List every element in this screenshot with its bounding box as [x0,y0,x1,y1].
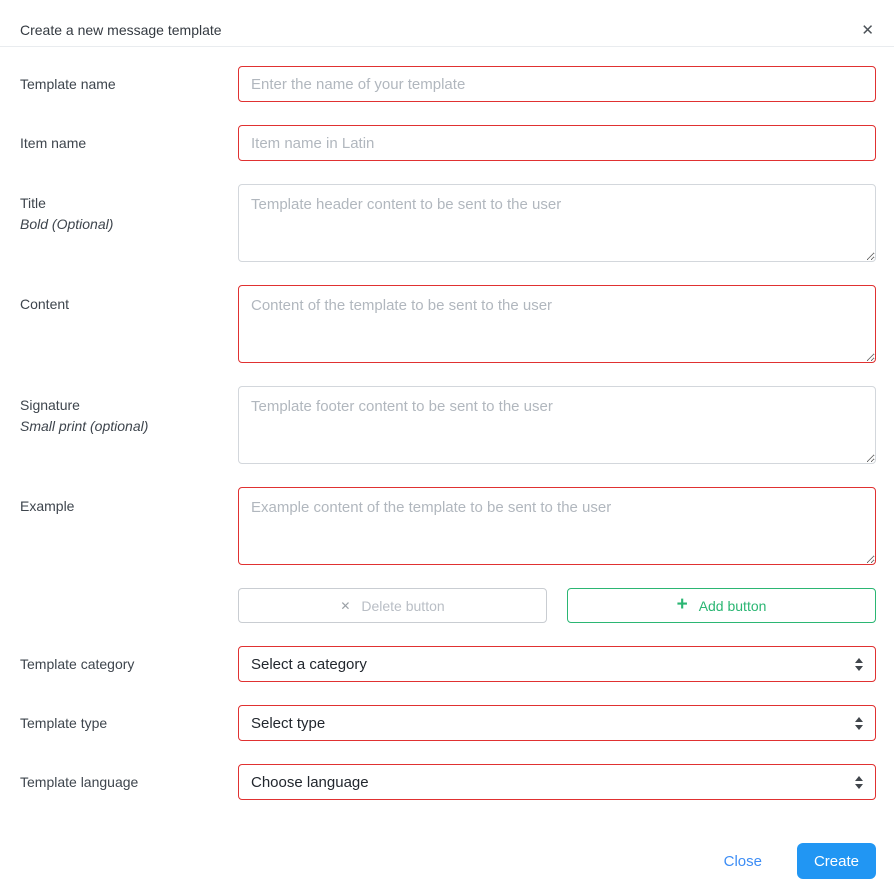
template-category-select[interactable] [238,646,876,682]
template-language-select[interactable] [238,764,876,800]
title-label-text: Title [20,195,46,211]
template-name-row [20,66,876,102]
template-type-select[interactable] [238,705,876,741]
signature-sublabel: Small print (optional) [20,418,149,434]
title-row [20,184,876,262]
delete-button-label: Delete button [361,597,445,614]
plus-icon: + [676,594,688,615]
content-label: Content [20,296,70,312]
signature-textarea[interactable] [238,386,876,464]
template-name-input[interactable] [238,66,876,102]
modal-footer [0,823,894,892]
content-row [20,285,876,363]
template-type-label: Template type [20,714,108,731]
template-name-label: Template name [20,75,116,92]
buttons-row-spacer [20,588,238,623]
x-icon: ✕ [340,598,351,613]
buttons-row [20,588,876,623]
template-category-value: Select a category [251,655,367,673]
template-form [0,47,894,800]
title-sublabel: Bold (Optional) [20,216,114,232]
item-name-input[interactable] [238,125,876,161]
template-category-row [20,646,876,682]
title-textarea[interactable] [238,184,876,262]
template-language-row [20,764,876,800]
modal-header [0,0,894,47]
updown-arrow-icon [855,658,863,671]
example-label: Example [20,498,75,514]
item-name-row [20,125,876,161]
create-button[interactable]: Create [797,843,876,879]
template-category-label: Template category [20,655,135,672]
updown-arrow-icon [855,717,863,730]
example-textarea[interactable] [238,487,876,565]
signature-label-text: Signature [20,397,80,413]
add-button[interactable] [567,588,876,623]
example-row [20,487,876,565]
template-language-value: Choose language [251,773,369,791]
signature-label [20,386,238,464]
content-textarea[interactable] [238,285,876,363]
delete-button[interactable] [238,588,547,623]
add-button-label: Add button [698,597,767,614]
updown-arrow-icon [855,776,863,789]
signature-row [20,386,876,464]
title-label [20,184,238,262]
template-type-row [20,705,876,741]
close-icon[interactable]: ✕ [861,21,874,39]
template-type-value: Select type [251,714,326,732]
close-link[interactable]: Close [723,852,762,870]
item-name-label: Item name [20,134,87,151]
template-language-label: Template language [20,773,139,790]
modal-title: Create a new message template [20,22,222,38]
